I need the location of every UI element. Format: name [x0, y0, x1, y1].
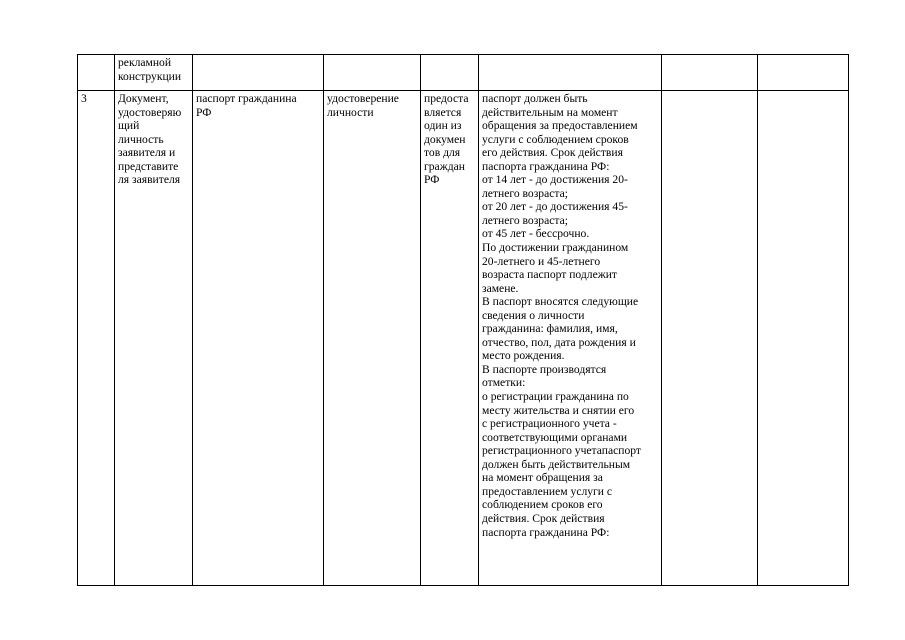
document-requirements: паспорт должен быть действительным на момент обращения за предоставлением услуги с соблюдением сроков его действия. Срок действия паспорта гражданина РФ: от 14 лет - до достижения 20- летнего возраста; от 20 лет - до достижения 45- летнего возраста; от 45 лет - бессрочно. По достижении гражданином 20-летнего и 45-летнего возраста паспорт подлежит замене. В паспорт вносятся следующие сведения о личности гражданина: фамилия, имя, отчество, пол, дата рождения и место рождения. В паспорте производятся отметки: о регистрации гражданина по месту жительства и снятии его с регистрационного учета - соответствующими органами регистрационного учетапаспорт должен быть действительным на момент обращения за предоставлением услуги с соблюдением сроков его действия. Срок действия паспорта гражданина РФ:	[482, 92, 641, 539]
cell-col8	[758, 55, 849, 91]
cell-requirements	[479, 91, 662, 586]
cell-condition	[421, 55, 479, 91]
cell-requirements	[479, 55, 662, 91]
document-type: паспорт гражданина РФ	[196, 92, 297, 119]
cell-number	[78, 55, 115, 91]
cell-category	[324, 55, 421, 91]
table-row-continuation	[78, 55, 849, 91]
document-name: Документ, удостоверяю щий личность заявителя и представите ля заявителя	[118, 92, 182, 187]
cell-col7	[662, 55, 758, 91]
cell-col8	[758, 91, 849, 586]
cell-doc-type	[193, 55, 324, 91]
cell-col7	[662, 91, 758, 586]
cell-category	[324, 91, 421, 586]
cell-doc-type	[193, 91, 324, 586]
row-number: 3	[81, 92, 87, 105]
cell-document	[115, 55, 193, 91]
cell-condition	[421, 91, 479, 586]
cell-number	[78, 91, 115, 586]
document-category: удостоверение личности	[327, 92, 399, 119]
cell-document-text: рекламной конструкции	[118, 56, 182, 83]
provision-condition: предоста вляется один из докумен тов для граждан РФ	[424, 92, 469, 187]
table-row	[78, 91, 849, 586]
document-table	[77, 54, 849, 586]
cell-document	[115, 91, 193, 586]
